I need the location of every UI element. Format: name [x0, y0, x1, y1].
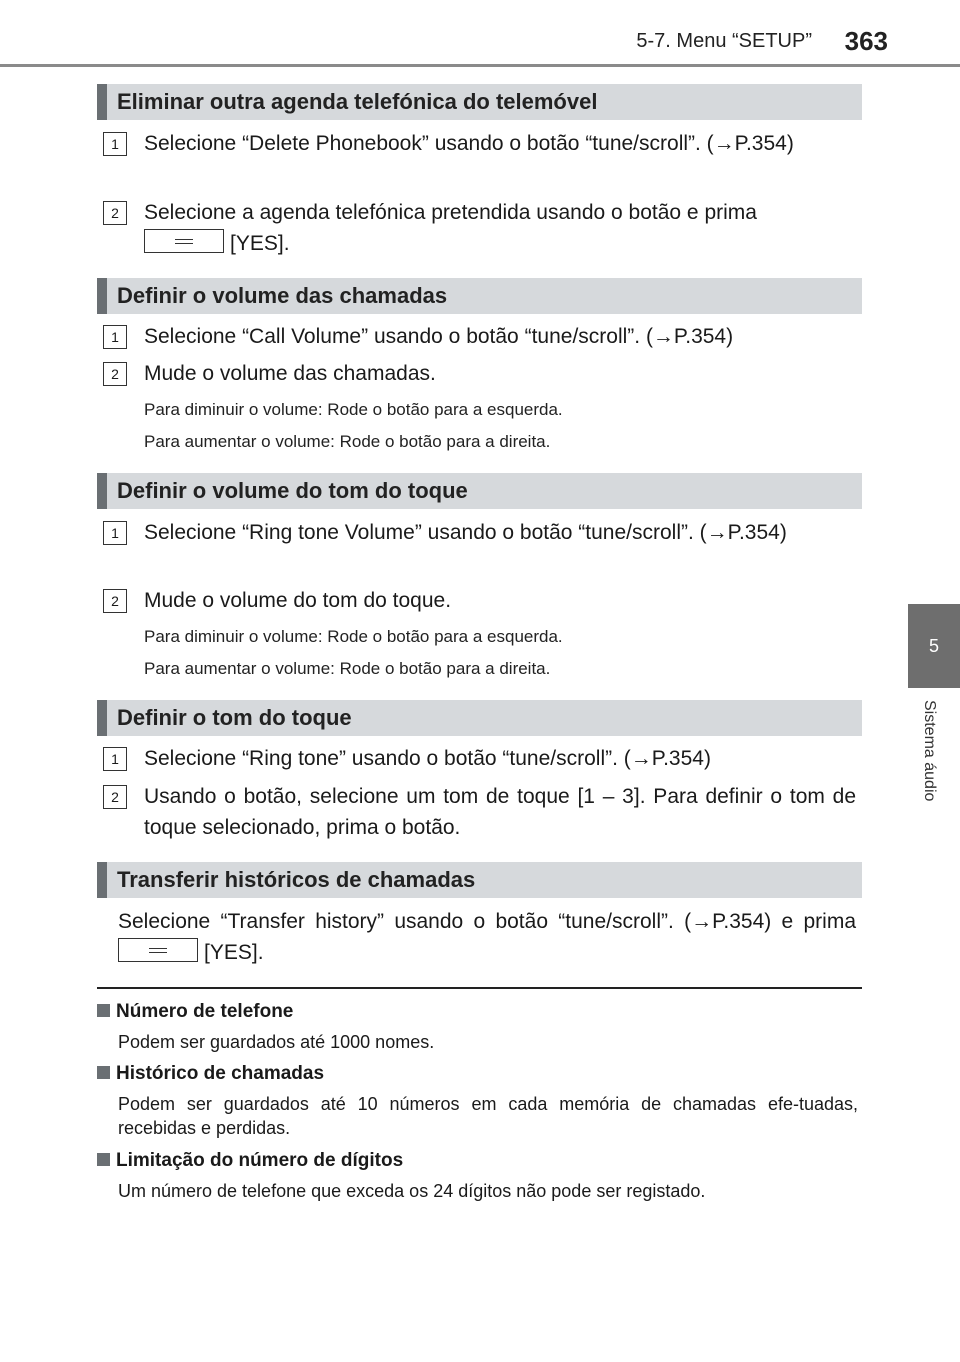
- info-heading-label: Histórico de chamadas: [116, 1063, 325, 1084]
- step-text: Mude o volume do tom do toque.: [144, 589, 452, 612]
- note-text: Para aumentar o volume: Rode o botão para a direita.: [144, 659, 551, 678]
- step-text-before: Selecione a agenda telefónica pretendida usando o botão e prima: [144, 201, 757, 224]
- step-text: Mude o volume das chamadas.: [144, 362, 436, 385]
- square-bullet-icon: [97, 1004, 110, 1017]
- info-text: Podem ser guardados até 10 números em cada memória de chamadas efe-tuadas, recebidas e perdidas.: [118, 1094, 858, 1138]
- step-number: 1: [103, 521, 127, 545]
- step-number: 1: [103, 132, 127, 156]
- step-number: 2: [103, 589, 127, 613]
- button-icon: [144, 229, 224, 253]
- button-icon: [118, 938, 198, 962]
- step-text: [144, 197, 856, 259]
- section-heading: Transferir históricos de chamadas: [97, 862, 862, 898]
- chapter-label: Sistema áudio: [921, 700, 938, 802]
- divider: [97, 987, 862, 989]
- info-heading: [97, 1063, 324, 1085]
- step-number: 2: [103, 785, 127, 809]
- step-text-after: [YES].: [230, 232, 290, 255]
- info-text: Podem ser guardados até 1000 nomes.: [118, 1032, 435, 1052]
- square-bullet-icon: [97, 1066, 110, 1079]
- paragraph-text-before: Selecione “Transfer history” usando o botão “tune/scroll”. (→P.354) e prima: [118, 910, 856, 933]
- step-number: 1: [103, 747, 127, 771]
- info-text: Um número de telefone que exceda os 24 dígitos não pode ser registado.: [118, 1181, 706, 1201]
- step-text: Usando o botão, selecione um tom de toque [1 – 3]. Para definir o tom de toque selecionado, prima o botão.: [144, 785, 856, 839]
- info-heading: [97, 1001, 293, 1023]
- section-heading: Definir o volume das chamadas: [97, 278, 862, 314]
- step-number: 2: [103, 362, 127, 386]
- note-text: Para diminuir o volume: Rode o botão para a esquerda.: [144, 400, 563, 419]
- step-number: 2: [103, 201, 127, 225]
- step-number: 1: [103, 325, 127, 349]
- section-heading: Definir o tom do toque: [97, 700, 862, 736]
- paragraph-text-after: [YES].: [204, 941, 264, 964]
- info-heading-label: Limitação do número de dígitos: [116, 1150, 404, 1171]
- header-divider: [0, 64, 960, 67]
- step-text: Selecione “Call Volume” usando o botão “tune/scroll”. (→P.354): [144, 325, 734, 348]
- note-text: Para aumentar o volume: Rode o botão para a direita.: [144, 432, 551, 451]
- chapter-tab: 5: [908, 604, 960, 688]
- info-heading: [97, 1150, 403, 1172]
- info-heading-label: Número de telefone: [116, 1001, 294, 1022]
- square-bullet-icon: [97, 1153, 110, 1166]
- paragraph-text: [118, 906, 856, 968]
- page-number: 363: [844, 26, 888, 56]
- section-heading: Eliminar outra agenda telefónica do telemóvel: [97, 84, 862, 120]
- section-title: 5-7. Menu “SETUP”: [636, 30, 812, 52]
- step-text: Selecione “Ring tone Volume” usando o botão “tune/scroll”. (→P.354): [144, 521, 787, 544]
- step-text: Selecione “Delete Phonebook” usando o botão “tune/scroll”. (→P.354): [144, 132, 794, 155]
- section-heading: Definir o volume do tom do toque: [97, 473, 862, 509]
- note-text: Para diminuir o volume: Rode o botão para a esquerda.: [144, 627, 563, 646]
- step-text: Selecione “Ring tone” usando o botão “tune/scroll”. (→P.354): [144, 747, 711, 770]
